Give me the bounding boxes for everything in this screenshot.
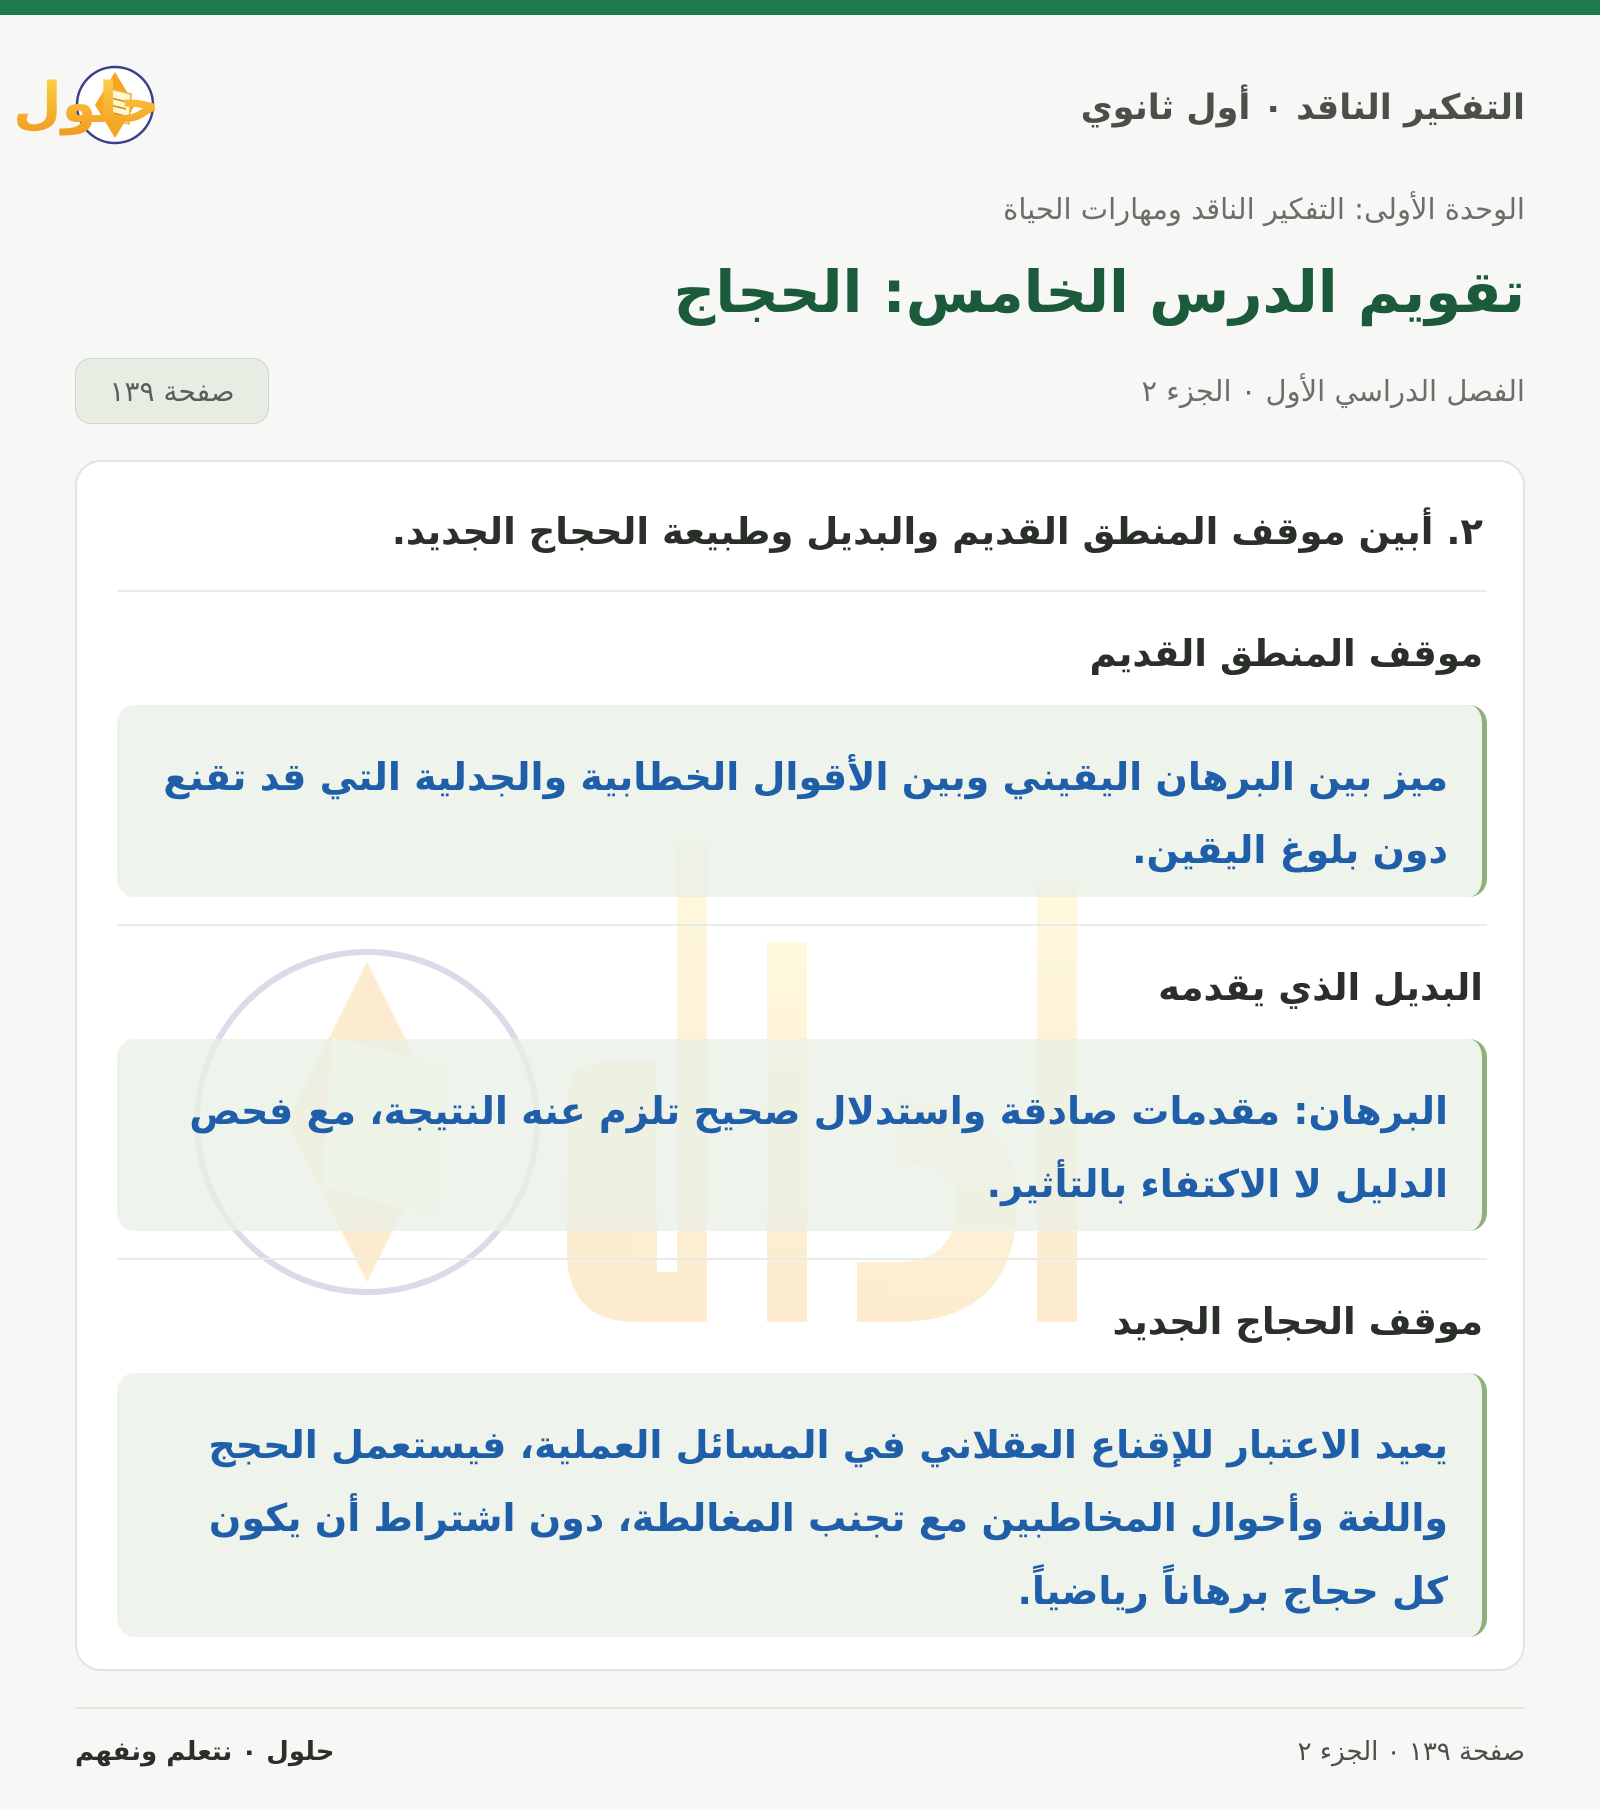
answer-box-old-logic: ميز بين البرهان اليقيني وبين الأقوال الخطابية والجدلية التي قد تقنع دون بلوغ اليقين. bbox=[117, 705, 1487, 897]
page-number-badge: صفحة ١٣٩ bbox=[75, 358, 269, 424]
footer-brand: حلول ٠ نتعلم ونفهم bbox=[75, 1737, 335, 1767]
section-heading-alternative: البديل الذي يقدمه bbox=[1158, 966, 1483, 1009]
semester-info: الفصل الدراسي الأول ٠ الجزء ٢ bbox=[1141, 374, 1525, 408]
question-card bbox=[75, 460, 1525, 1671]
hulul-logo[interactable] bbox=[13, 50, 345, 160]
footer-divider bbox=[75, 1707, 1525, 1709]
course-title: التفكير الناقد ٠ أول ثانوي bbox=[1080, 88, 1525, 128]
section-heading-old-logic: موقف المنطق القديم bbox=[1089, 632, 1483, 675]
divider bbox=[117, 1258, 1487, 1260]
footer-page-info: صفحة ١٣٩ ٠ الجزء ٢ bbox=[1297, 1737, 1525, 1767]
divider bbox=[117, 924, 1487, 926]
logo-text: حلول bbox=[13, 71, 160, 136]
answer-box-alternative: البرهان: مقدمات صادقة واستدلال صحيح تلزم عنه النتيجة، مع فحص الدليل لا الاكتفاء بالتأثير. bbox=[117, 1039, 1487, 1231]
top-accent-bar bbox=[0, 0, 1600, 15]
unit-title: الوحدة الأولى: التفكير الناقد ومهارات الحياة bbox=[1003, 192, 1525, 226]
section-heading-new-argumentation: موقف الحجاج الجديد bbox=[1112, 1300, 1483, 1343]
divider bbox=[117, 590, 1487, 592]
page-header bbox=[13, 50, 1525, 160]
answer-box-new-argumentation: يعيد الاعتبار للإقناع العقلاني في المسائل العملية، فيستعمل الحجج واللغة وأحوال المخاطبين مع تجنب المغالطة، دون اشتراط أن يكون كل حجاج برهاناً رياضياً. bbox=[117, 1373, 1487, 1637]
page-title: تقويم الدرس الخامس: الحجاج bbox=[673, 258, 1525, 326]
question-text: ٢. أبين موقف المنطق القديم والبديل وطبيعة الحجاج الجديد. bbox=[391, 510, 1483, 553]
